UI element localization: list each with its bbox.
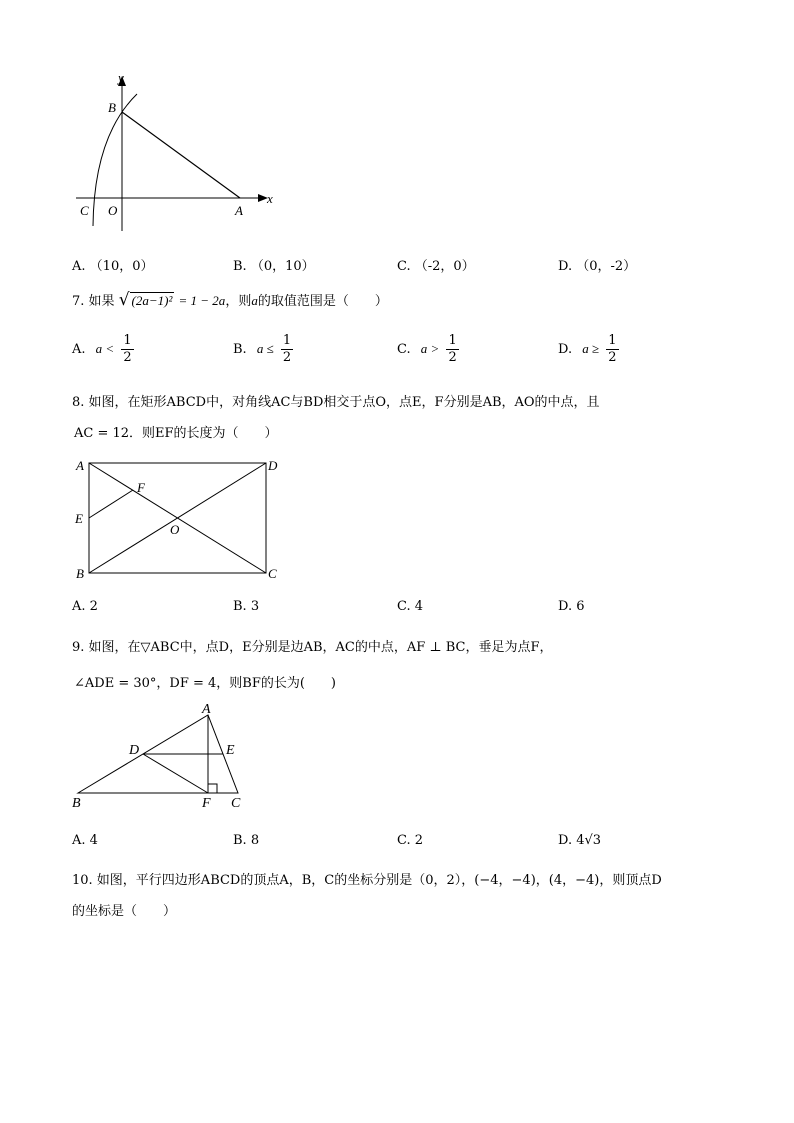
q10-stem-line1: 10. 如图，平行四边形ABCD的顶点A，B，C的坐标分别是（0，2），(−4，−4)，(4，−4)，则顶点D <box>72 873 662 888</box>
q7-option-d: D. a ≥ $\frac{1}{2}$ <box>558 333 617 365</box>
q7-rhs: = 1 − 2a <box>178 293 226 308</box>
q9-option-d: D. 4√3 <box>558 833 602 848</box>
q7-option-c: C. a > $\frac{1}{2}$ <box>397 333 457 365</box>
q7-option-a: A. a < $\frac{1}{2}$ <box>72 333 132 365</box>
label-b: B <box>72 796 81 811</box>
fraction: $\frac{1}{2}$ <box>448 333 457 365</box>
q8-stem-line2: AC = 12．则EF的长度为（ ） <box>74 426 278 441</box>
q6-option-b: B. （0，10） <box>233 259 315 274</box>
q7-var: a <box>251 293 258 308</box>
q8-option-a: A. 2 <box>72 599 98 614</box>
label-a: A <box>76 458 84 473</box>
label-d: D <box>129 743 140 758</box>
q9-option-b: B. 8 <box>233 833 260 848</box>
label-a: A <box>235 203 243 218</box>
q7-suffix-2: 的取值范围是（ ） <box>257 294 388 309</box>
q9-stem-line1: 9. 如图，在▽ABC中，点D，E分别是边AB，AC的中点，AF ⊥ BC，垂足为点F， <box>72 640 553 655</box>
segment-ba <box>122 112 240 198</box>
label-f: F <box>137 480 145 495</box>
q6-option-c: C. （-2，0） <box>397 259 475 274</box>
right-angle-mark <box>208 784 217 793</box>
q6-figure <box>60 66 290 236</box>
q8-option-d: D. 6 <box>558 599 585 614</box>
fraction: $\frac{1}{2}$ <box>608 333 617 365</box>
q8-figure <box>70 455 290 585</box>
q10-stem-line2: 的坐标是（ ） <box>72 904 177 919</box>
segment-ef <box>89 490 133 518</box>
q9-option-a: A. 4 <box>72 833 98 848</box>
fraction: $\frac{1}{2}$ <box>282 333 292 365</box>
label-o: O <box>108 203 118 218</box>
q7-option-b: B. a ≤ $\frac{1}{2}$ <box>233 333 292 365</box>
q9-option-c: C. 2 <box>397 833 424 848</box>
label-x: x <box>267 191 273 206</box>
label-b: B <box>108 100 116 115</box>
q8-option-b: B. 3 <box>233 599 260 614</box>
q8-option-c: C. 4 <box>397 599 424 614</box>
q7-prefix: 如果 <box>88 294 115 309</box>
label-e: E <box>226 743 235 758</box>
q7-stem <box>72 288 388 312</box>
label-c: C <box>268 566 277 581</box>
label-y: y <box>118 70 124 85</box>
q9-stem-line2: ∠ADE = 30°，DF = 4，则BF的长为( ) <box>74 676 336 691</box>
q7-radicand: (2a−1)² <box>131 293 173 308</box>
q6-option-d: D. （0，-2） <box>558 259 637 274</box>
q7-suffix-1: ，则 <box>225 294 252 309</box>
label-f: F <box>202 796 211 811</box>
q6-option-a: A. （10，0） <box>72 259 154 274</box>
sqrt-sign: √ <box>118 290 130 310</box>
q8-stem-line1: 8. 如图，在矩形ABCD中，对角线AC与BD相交于点O，点E，F分别是AB，AO的中点，且 <box>72 395 600 410</box>
label-c: C <box>80 203 89 218</box>
q9-figure <box>66 700 256 815</box>
segment-df <box>143 754 208 793</box>
label-c: C <box>231 796 241 811</box>
q7-number: 7. <box>72 294 85 309</box>
label-b: B <box>76 566 84 581</box>
label-e: E <box>75 511 83 526</box>
label-a: A <box>202 702 211 717</box>
label-o: O <box>170 522 180 537</box>
fraction: $\frac{1}{2}$ <box>123 333 132 365</box>
label-d: D <box>268 458 278 473</box>
